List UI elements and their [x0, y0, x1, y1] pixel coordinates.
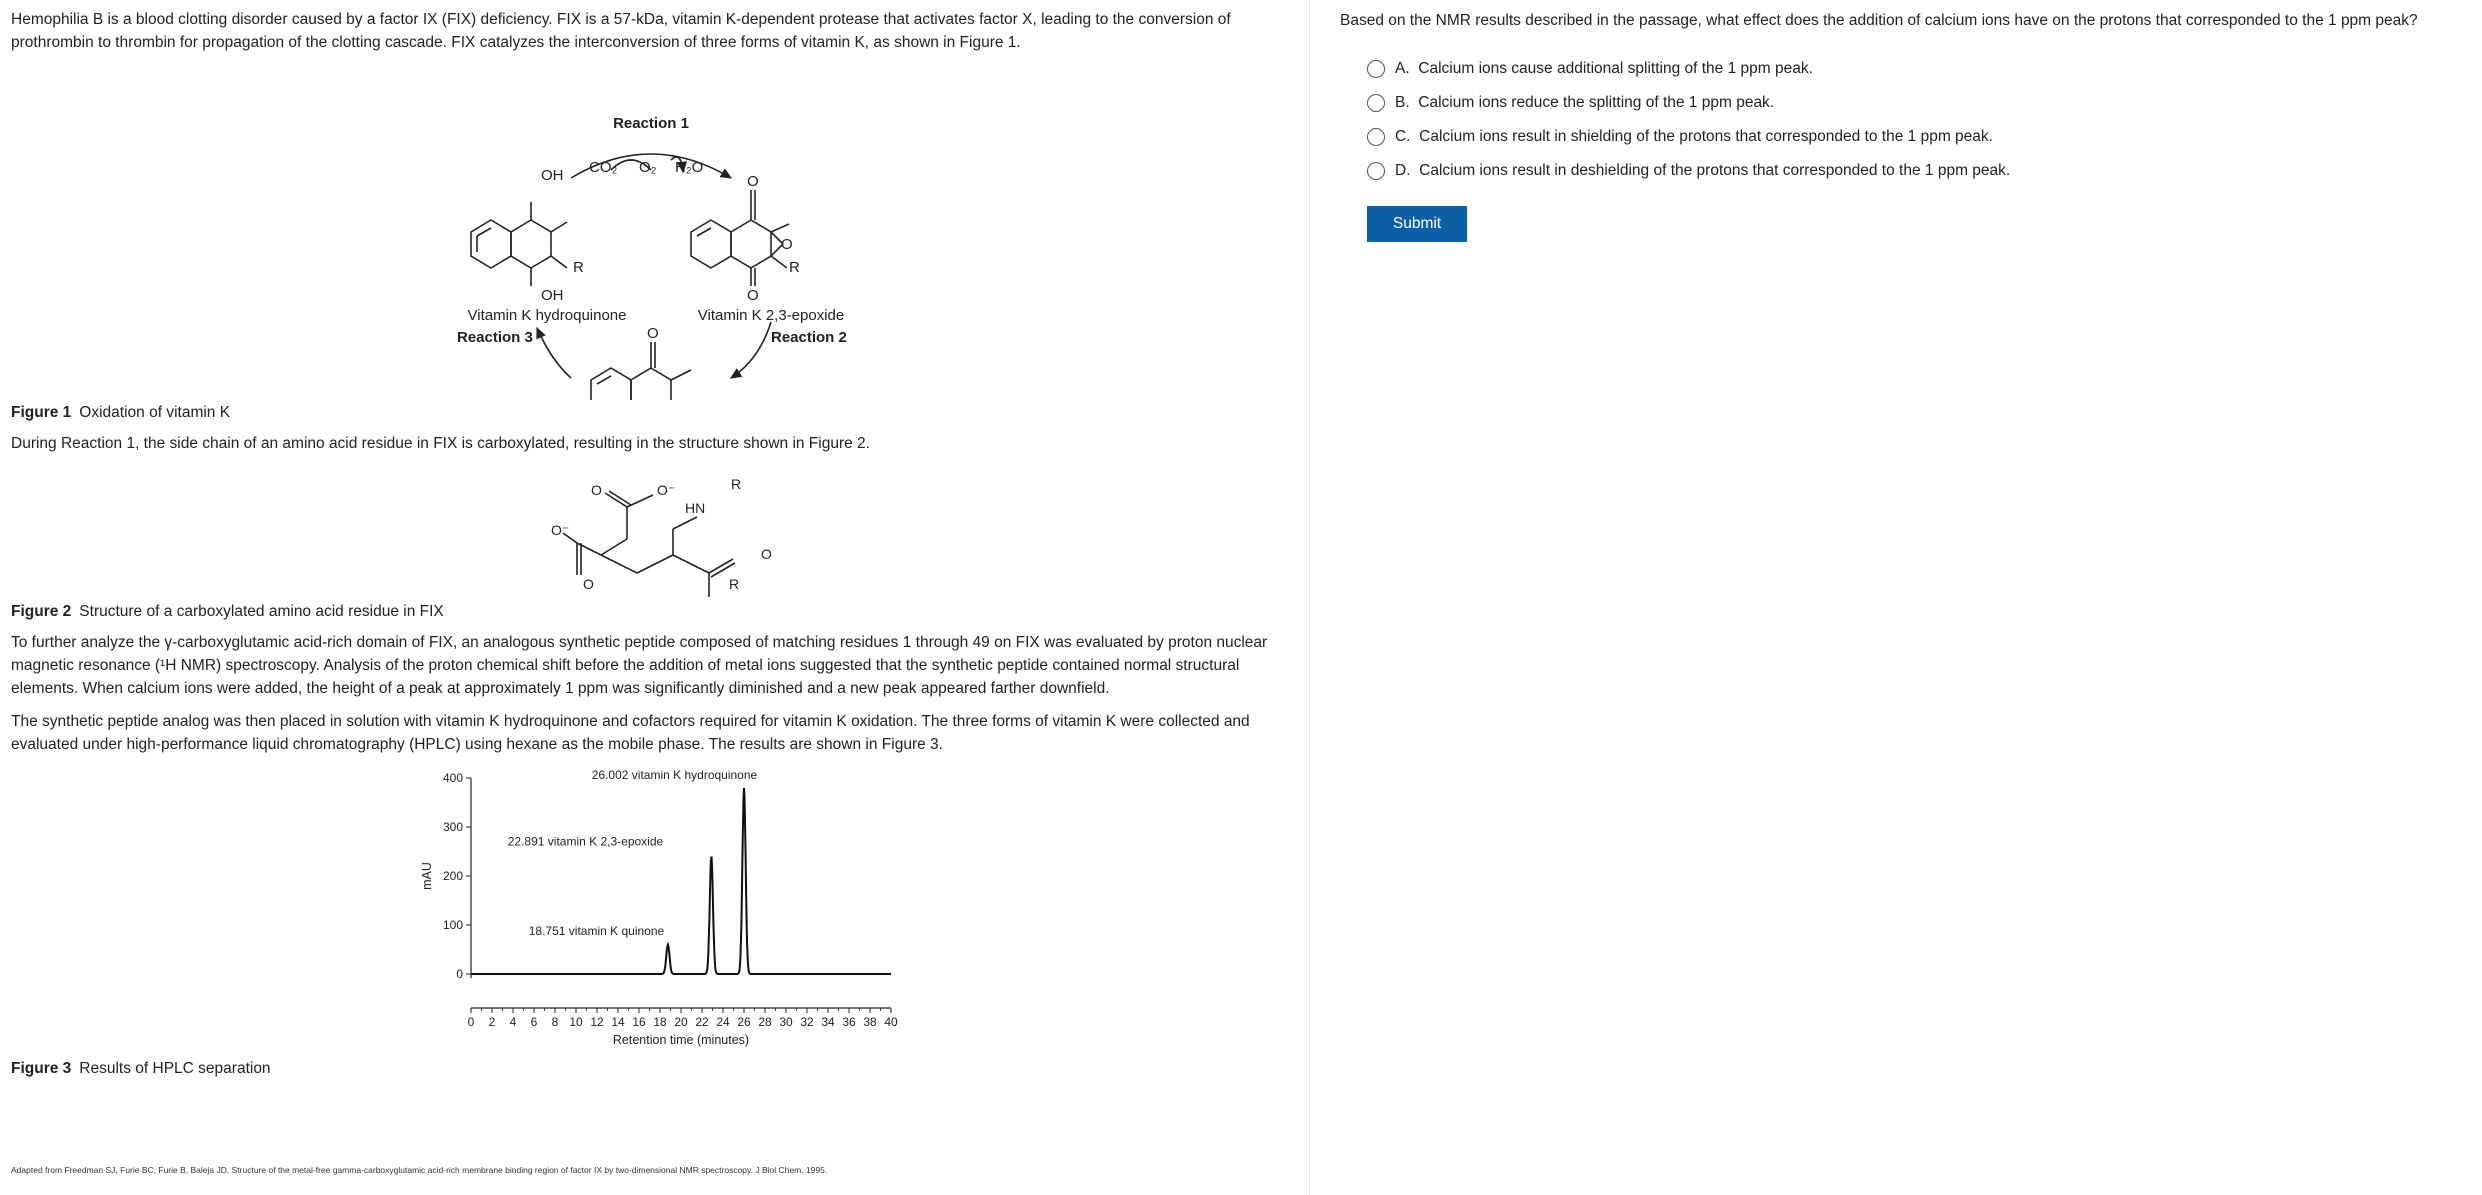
- option-c-radio[interactable]: [1367, 128, 1385, 146]
- epoxide-o-ring: O: [781, 236, 793, 253]
- option-a-radio[interactable]: [1367, 60, 1385, 78]
- fig2-o-bottom: O: [583, 576, 594, 592]
- x-axis-title: Retention time (minutes): [612, 1033, 750, 1047]
- figure-3-caption-text: Results of HPLC separation: [79, 1060, 271, 1077]
- figure-3-hplc-chart: [11, 764, 1311, 1054]
- hydroquinone-oh-bottom: OH: [541, 287, 564, 304]
- option-b-label: B. Calcium ions reduce the splitting of the 1 ppm peak.: [1395, 94, 1775, 111]
- passage-para-4: The synthetic peptide analog was then placed in solution with vitamin K hydroquinone and cofactors required for vitamin K oxidation. The three forms of vitamin K were collected and evaluated under high-performance liquid chromatography (HPLC) using hexane as the mobile phase. The results are shown in Figure 3.: [11, 713, 1250, 753]
- x-tick-label: 20: [674, 1015, 688, 1029]
- x-tick-label: 6: [530, 1015, 538, 1029]
- x-tick-label: 0: [467, 1015, 475, 1029]
- figure-2-caption: [11, 603, 1309, 621]
- figure-2-caption-text: Structure of a carboxylated amino acid residue in FIX: [79, 603, 444, 620]
- x-tick-label: 30: [779, 1015, 793, 1029]
- passage-para-2: During Reaction 1, the side chain of an amino acid residue in FIX is carboxylated, resulting in the structure shown in Figure 2.: [11, 435, 870, 452]
- x-tick-label: 36: [842, 1015, 856, 1029]
- x-tick-label: 18: [653, 1015, 667, 1029]
- option-c[interactable]: [1340, 120, 2482, 154]
- hydroquinone-name: Vitamin K hydroquinone: [467, 307, 627, 324]
- fig2-r-top: R: [731, 476, 742, 492]
- x-tick-label: 8: [551, 1015, 559, 1029]
- x-tick-label: 26: [737, 1015, 751, 1029]
- figure-1-caption: [11, 404, 1309, 422]
- x-tick-label: 24: [716, 1015, 730, 1029]
- figure-1-reaction-scheme: [11, 60, 1311, 400]
- x-tick-label: 28: [758, 1015, 772, 1029]
- hydroquinone-oh-top: OH: [541, 167, 564, 184]
- y-tick-label: 0: [456, 967, 463, 981]
- figure-3-caption-label: Figure 3: [11, 1060, 72, 1077]
- hydroquinone-r-label: R: [573, 259, 584, 276]
- figure-1-caption-label: Figure 1: [11, 404, 72, 421]
- peak-label: 26.002 vitamin K hydroquinone: [591, 767, 758, 782]
- question-stem: Based on the NMR results described in the passage, what effect does the addition of calcium ions have on the protons that corresponded to the 1 ppm peak?: [1340, 12, 2418, 29]
- peak-label: 22.891 vitamin K 2,3-epoxide: [507, 834, 664, 849]
- option-b[interactable]: [1340, 86, 2482, 120]
- x-tick-label: 4: [509, 1015, 517, 1029]
- citation: Adapted from Freedman SJ, Furie BC, Furie B, Baleja JD. Structure of the metal-free gamma-carboxyglutamic acid-rich membrane binding region of factor IX by two-dimensional NMR spectroscopy. J Biol Chem. 1995.: [11, 1165, 828, 1175]
- fig2-o-minus-top: O⁻: [657, 482, 676, 498]
- question-pane: [1310, 0, 2482, 1195]
- x-tick-label: 38: [863, 1015, 877, 1029]
- figure-2-caption-label: Figure 2: [11, 603, 72, 620]
- x-tick-label: 32: [800, 1015, 814, 1029]
- x-tick-label: 16: [632, 1015, 646, 1029]
- option-d-radio[interactable]: [1367, 162, 1385, 180]
- chromatogram-trace: [471, 788, 891, 974]
- epoxide-name: Vitamin K 2,3-epoxide: [697, 307, 845, 324]
- option-c-label: C. Calcium ions result in shielding of the protons that corresponded to the 1 ppm peak.: [1395, 128, 1993, 145]
- fig2-hn: HN: [685, 500, 706, 516]
- answer-options: [1340, 52, 2482, 188]
- reaction-3-label: Reaction 3: [457, 329, 533, 346]
- epoxide-o-top: O: [747, 173, 759, 190]
- quinone-o-top: O: [647, 325, 659, 342]
- reaction-2-label: Reaction 2: [771, 329, 847, 346]
- fig2-o-right: O: [761, 546, 772, 562]
- reaction-1-label: Reaction 1: [613, 115, 689, 132]
- y-tick-label: 100: [442, 918, 463, 932]
- figure-1-caption-text: Oxidation of vitamin K: [79, 404, 231, 421]
- figure-2-structure: [11, 459, 1311, 599]
- option-d-label: D. Calcium ions result in deshielding of the protons that corresponded to the 1 ppm peak.: [1395, 162, 2011, 179]
- h2o-label: H₂O: [675, 159, 704, 176]
- epoxide-r-label: R: [789, 259, 800, 276]
- option-d[interactable]: [1340, 154, 2482, 188]
- fig2-o-top: O: [591, 482, 602, 498]
- y-axis-title: mAU: [420, 862, 434, 890]
- y-tick-label: 400: [442, 771, 463, 785]
- submit-button[interactable]: Submit: [1367, 206, 1467, 242]
- x-tick-label: 2: [488, 1015, 496, 1029]
- o2-label: O₂: [639, 159, 657, 176]
- figure-3-caption: [11, 1060, 1309, 1078]
- x-tick-label: 40: [884, 1015, 898, 1029]
- y-tick-label: 200: [442, 869, 463, 883]
- option-a[interactable]: [1340, 52, 2482, 86]
- x-tick-label: 12: [590, 1015, 604, 1029]
- peak-label: 18.751 vitamin K quinone: [528, 923, 665, 938]
- x-tick-label: 14: [611, 1015, 625, 1029]
- x-tick-label: 22: [695, 1015, 709, 1029]
- epoxide-o-bottom: O: [747, 287, 759, 304]
- option-a-label: A. Calcium ions cause additional splitting of the 1 ppm peak.: [1395, 60, 1813, 77]
- fig2-o-minus-left: O⁻: [551, 522, 570, 538]
- x-tick-label: 10: [569, 1015, 583, 1029]
- x-tick-label: 34: [821, 1015, 835, 1029]
- passage-para-3: To further analyze the γ-carboxyglutamic acid-rich domain of FIX, an analogous synthetic peptide composed of matching residues 1 through 49 on FIX was evaluated by proton nuclear magnetic resonance (¹H NMR) spectroscopy. Analysis of the proton chemical shift before the addition of metal ions suggested that the synthetic peptide contained normal structural elements. When calcium ions were added, the height of a peak at approximately 1 ppm was significantly diminished and a new peak appeared farther downfield.: [11, 634, 1268, 697]
- y-tick-label: 300: [442, 820, 463, 834]
- passage-intro: Hemophilia B is a blood clotting disorder caused by a factor IX (FIX) deficiency. FIX is a 57-kDa, vitamin K-dependent protease that activates factor X, leading to the conversion of prothrombin to thrombin for propagation of the clotting cascade. FIX catalyzes the interconversion of three forms of vitamin K, as shown in Figure 1.: [11, 11, 1231, 51]
- co2-label: CO₂: [589, 159, 618, 176]
- option-b-radio[interactable]: [1367, 94, 1385, 112]
- fig2-r-bottom: R: [729, 576, 740, 592]
